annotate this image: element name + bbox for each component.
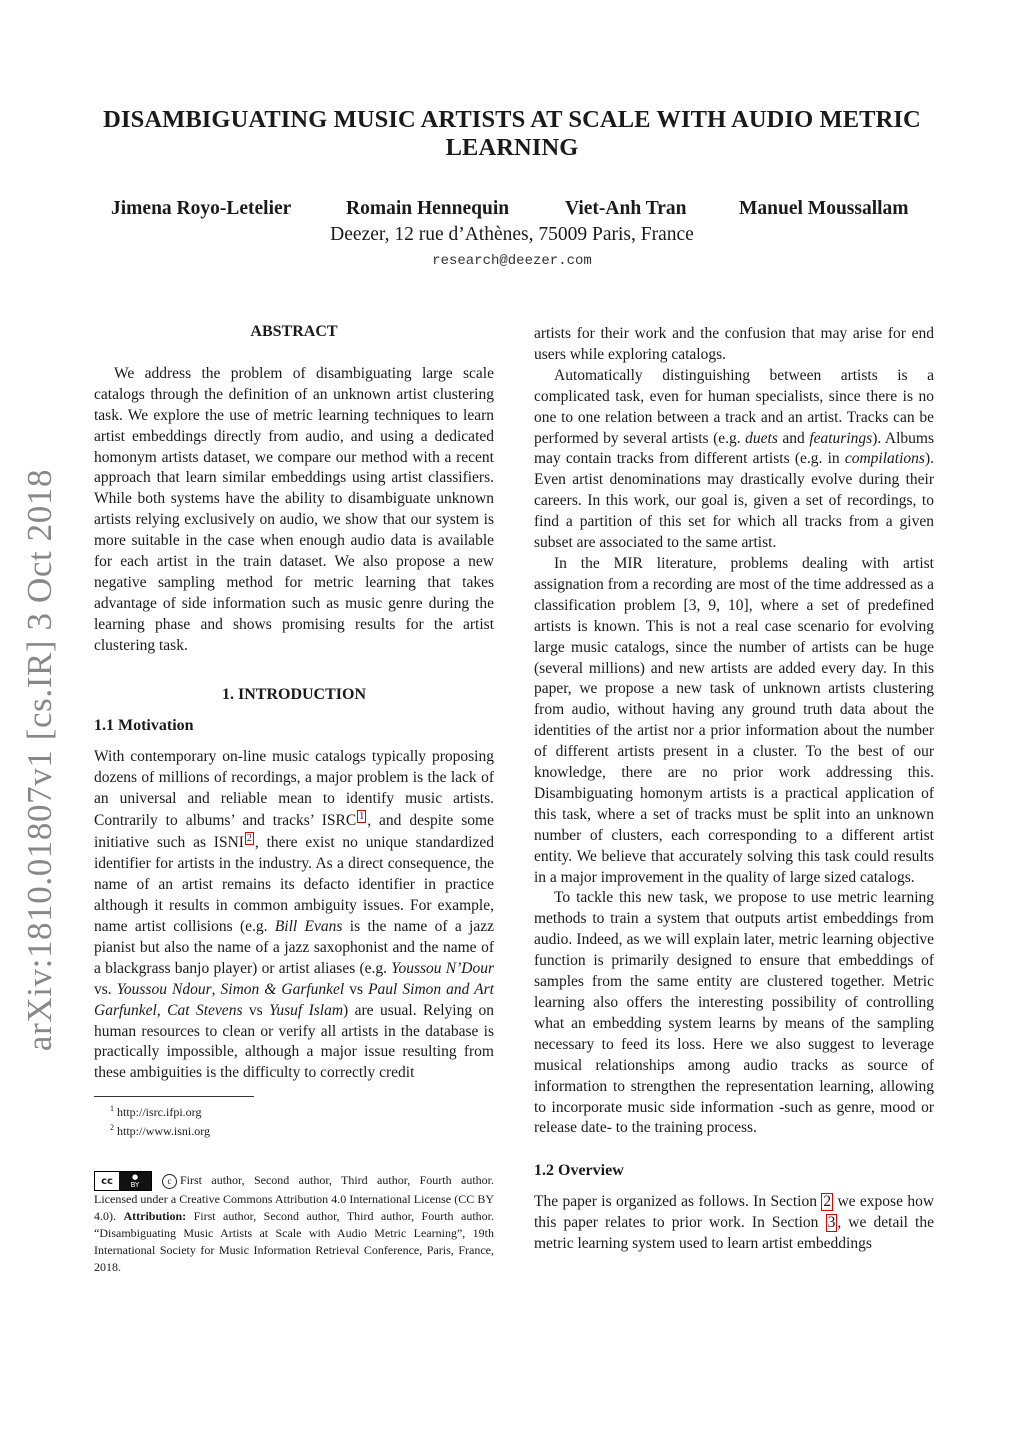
- attribution-label: Attribution:: [123, 1209, 187, 1224]
- distinguishing-paragraph: Automatically distinguishing between artists is a complicated task, even for human specialists, since there is no one to one relation between a track and an artist. Tracks can be performed by several artists (e.g. duets and featurings). Albums may contain tracks from different artists (e.g. in compilations). Even artist denominations may drastically evolve during their careers. In this work, our goal is, given a set of recordings, to find a partition of this set for which all tracks from a given subset are associated to the same artist.: [534, 366, 934, 552]
- author-3: Viet-Anh Tran: [565, 198, 687, 219]
- footnote-2-url[interactable]: http://www.isni.org: [117, 1124, 211, 1139]
- affiliation: Deezer, 12 rue d’Athènes, 75009 Paris, France: [330, 224, 694, 245]
- footnotes: [94, 1096, 494, 1139]
- abstract-text: We address the problem of disambiguating large scale catalogs through the definition of an unknown artist clustering task. We explore the use of metric learning techniques to learn artist embeddings directly from audio, and using a dedicated homonym artists dataset, we compare our method with a recent approach that learn similar embeddings using artist classifiers. While both systems have the ability to disambiguate unknown artists relying exclusively on audio, we show that our system is more suitable in the case when enough audio data is available for each artist in the train dataset. We also propose a new negative sampling method for metric learning that takes advantage of side information such as music genre during the learning phase and shows promising results for the artist clustering task.: [94, 364, 494, 654]
- arxiv-stamp: [20, 468, 60, 1052]
- author-1: Jimena Royo-Letelier: [111, 198, 292, 219]
- left-column: [94, 322, 494, 1276]
- section-2-link[interactable]: 2: [823, 1193, 832, 1211]
- arxiv-stamp-text: arXiv:1810.01807v1 [cs.IR] 3 Oct 2018: [20, 468, 59, 1052]
- overview-heading: 1.2 Overview: [534, 1162, 624, 1180]
- license-notice: cc ● BY c First author, Second author, Third author, Fourth author. Licensed under a Creative Commons Attribution 4.0 International License (CC BY 4.0). Attribution: First author, Second author, Third author, Fourth author. “Disambiguating Music Artists at Scale with Audio Metric Learning”, 19th International Society for Music Information Retrieval Conference, Paris, France, 2018.: [94, 1172, 494, 1275]
- contact-email[interactable]: research@deezer.com: [432, 253, 592, 269]
- author-4: Manuel Moussallam: [739, 198, 909, 219]
- footnote-1-link[interactable]: 1: [359, 811, 365, 823]
- introduction-heading: 1. INTRODUCTION: [221, 685, 366, 703]
- overview-paragraph: The paper is organized as follows. In Section 2 we expose how this paper relates to prior work. In Section 3 , we detail the metric learning system used to learn artist embeddings: [534, 1193, 935, 1253]
- motivation-paragraph-cont: artists for their work and the confusion that may arise for end users while exploring catalogs.: [534, 325, 934, 363]
- cc-by-badge: [94, 1171, 152, 1191]
- footnote-1-url[interactable]: http://isrc.ifpi.org: [117, 1105, 202, 1120]
- paper-title: DISAMBIGUATING MUSIC ARTISTS AT SCALE WITH AUDIO METRIC LEARNING: [103, 106, 921, 161]
- cc-icon: cc: [95, 1172, 119, 1190]
- mir-literature-paragraph: In the MIR literature, problems dealing with artist assignation from a recording are most of the time addressed as a classification problem [3, 9, 10], where a set of predefined artists is known. This is not a real case scenario for evolving large music catalogs, since the number of artists can be huge (several millions) and new artists are added every day. In this paper, we propose a new task of unknown artists clustering from audio, without having any ground truth data about the identities of the artist nor a prior information about the number of different artists present in a cluster. To the best of our knowledge, there are no prior work addressing this. Disambiguating homonym artists is a practical application of this task, where a set of tracks must be split into an unknown number of clusters, each corresponding to a different artist entity. We believe that accurately solving this task could results in a major improvement in the quality of large sized catalogs.: [534, 554, 934, 886]
- footnote-divider: [94, 1096, 254, 1097]
- metric-learning-paragraph: To tackle this new task, we propose to use metric learning methods to train a system that outputs artist embeddings from audio. Indeed, as we will explain later, metric learning objective function is primarily designed to ensure that embeddings of samples from the same entity are clustered together. Metric learning also offers the interesting possibility of controlling what an embedding system learns by means of the sampling necessary to feed its loss. Here we also suggest to leverage musical relationships among audio tracks as source of information to strengthen the representation learning, allowing to incorporate music side information -such as genre, mood or release date- to the training process.: [534, 889, 934, 1137]
- footnote-2-link[interactable]: 2: [246, 833, 252, 845]
- right-column: [534, 324, 934, 1255]
- abstract-heading: ABSTRACT: [250, 323, 338, 340]
- section-3-link[interactable]: 3: [827, 1214, 836, 1232]
- motivation-paragraph: With contemporary on-line music catalogs typically proposing dozens of millions of recordings, a major problem is the lack of an universal and reliable mean to identify music artists. Contrarily to albums’ and tracks’ ISRC 1 , and despite some initiative such as ISNI 2 , there exist no unique standardized identifier for artists in the industry. As a direct consequence, the name of an artist remains its defacto identifier in practice although it results in common ambiguity issues. For example, name artist collisions (e.g. Bill Evans is the name of a jazz pianist but also the name of a jazz saxophonist and the name of a blackgrass banjo player) or artist aliases (e.g. Youssou N’Dour vs. Youssou Ndour, Simon & Garfunkel vs Paul Simon and Art Garfunkel, Cat Stevens vs Yusuf Islam) are usual. Relying on human resources to clean or verify all artists in the database is practically impossible, although a major issue resulting from these ambiguities is the difficulty to correctly credit: [94, 748, 495, 1082]
- by-icon: ● BY: [119, 1172, 151, 1190]
- footnote-2: $^2$ http://www.isni.org: [110, 1123, 211, 1139]
- motivation-heading: 1.1 Motivation: [94, 716, 194, 734]
- copyright-icon: c: [162, 1174, 177, 1189]
- footnote-1: $^1$ http://isrc.ifpi.org: [110, 1104, 202, 1120]
- author-2: Romain Hennequin: [346, 198, 510, 219]
